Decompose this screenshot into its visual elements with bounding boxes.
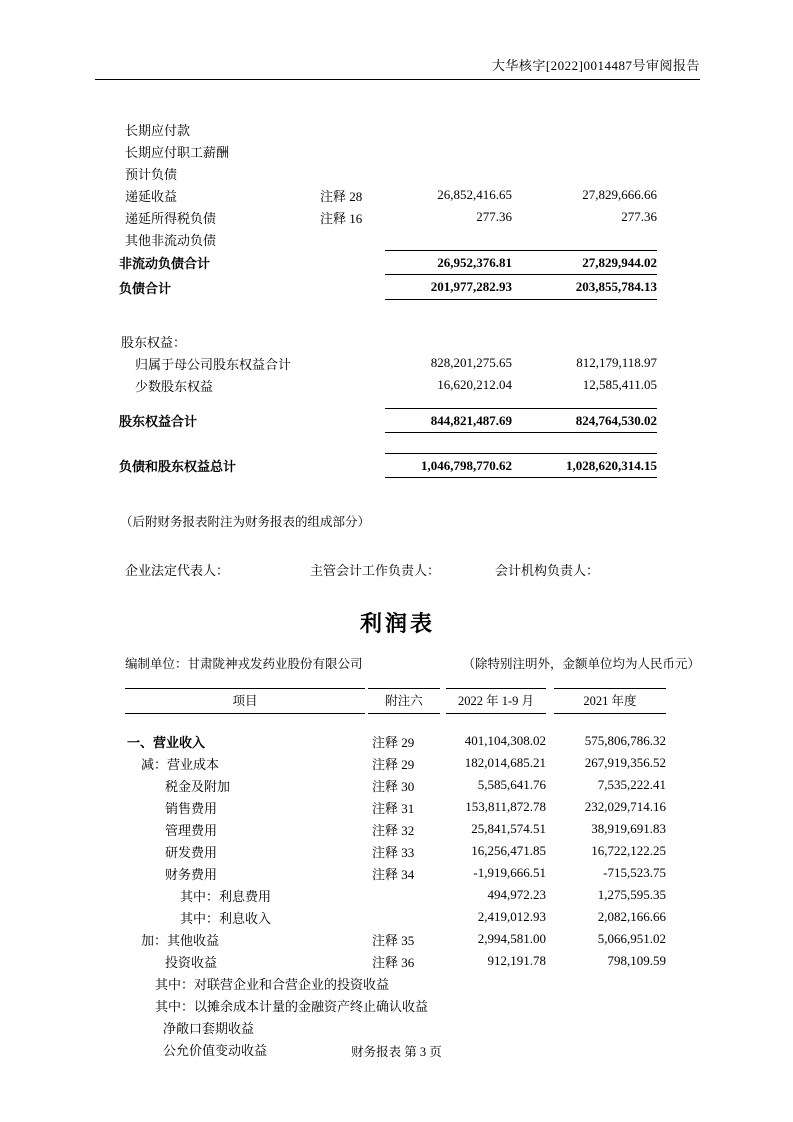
- table-row: [125, 1016, 670, 1038]
- row-label: 税金及附加: [165, 778, 231, 794]
- row-values: [385, 250, 657, 275]
- row-label: 一、营业收入: [127, 734, 206, 750]
- row-values: [385, 408, 657, 433]
- value-period1: 828,201,275.65: [430, 355, 512, 370]
- row-label: 股东权益：: [121, 334, 187, 350]
- row-label: 递延所得税负债: [125, 210, 217, 226]
- value-period2: 1,028,620,314.15: [566, 457, 657, 473]
- table-row: [125, 730, 670, 752]
- row-note: 注释 34: [372, 866, 415, 882]
- table-header-row: [125, 688, 670, 714]
- table-row: [125, 884, 670, 906]
- value-period1: 16,620,212.04: [437, 377, 512, 392]
- value-period2: -715,523.75: [603, 865, 666, 880]
- value-period1: 26,852,416.65: [437, 187, 512, 202]
- row-values: [385, 352, 657, 374]
- row-values: [385, 206, 657, 228]
- report-number: 大华核字[2022]0014487号审阅报告: [491, 58, 700, 73]
- value-period1: 26,952,376.81: [437, 254, 512, 270]
- value-period1: -1,919,666.51: [473, 865, 546, 880]
- table-row: [95, 228, 700, 250]
- value-period1: 912,191.78: [487, 953, 546, 968]
- value-period2: 2,082,166.66: [597, 909, 666, 924]
- row-values: [385, 330, 657, 352]
- table-row: [125, 818, 670, 840]
- column-header-item: 项目: [125, 688, 365, 714]
- row-label: 研发费用: [165, 844, 218, 860]
- row-label: 负债合计: [119, 281, 172, 296]
- table-row: [95, 206, 700, 228]
- row-values: [385, 184, 657, 206]
- income-statement-table: [125, 688, 670, 1060]
- row-values: [385, 374, 657, 396]
- table-row: [95, 162, 700, 184]
- column-header-note: 附注六: [368, 688, 440, 714]
- table-row: [95, 118, 700, 140]
- row-label: 净敞口套期收益: [163, 1020, 255, 1036]
- row-note: 注释 16: [320, 210, 363, 226]
- row-label: 加：其他收益: [141, 932, 220, 948]
- table-row: [95, 374, 700, 396]
- page-footer: 财务报表 第 3 页: [351, 1045, 442, 1059]
- value-period2: 38,919,691.83: [591, 821, 666, 836]
- row-label: 递延收益: [125, 188, 178, 204]
- table-row: [125, 840, 670, 862]
- chief-accountant-label: 主管会计工作负责人：: [310, 563, 441, 578]
- value-period1: 1,046,798,770.62: [421, 457, 512, 473]
- row-label: 少数股东权益: [135, 378, 214, 394]
- row-label: 长期应付职工薪酬: [125, 144, 230, 160]
- income-statement-subtitle: [95, 654, 700, 672]
- table-row: [125, 950, 670, 972]
- row-label: 预计负债: [125, 166, 178, 182]
- row-label: 其中：对联营企业和合营企业的投资收益: [155, 976, 390, 992]
- value-period1: 2,994,581.00: [477, 931, 546, 946]
- row-note: 注释 30: [372, 778, 415, 794]
- column-header-period2: 2021 年度: [554, 688, 666, 714]
- table-row: [125, 862, 670, 884]
- currency-unit-note: （除特别注明外，金额单位均为人民币元）: [462, 657, 700, 671]
- row-note: 注释 29: [372, 756, 415, 772]
- table-row: [125, 774, 670, 796]
- value-period2: 812,179,118.97: [576, 355, 657, 370]
- value-period1: 5,585,641.76: [477, 777, 546, 792]
- legal-representative-label: 企业法定代表人：: [125, 563, 230, 578]
- value-period2: 798,109.59: [607, 953, 666, 968]
- value-period1: 182,014,685.21: [464, 755, 546, 770]
- value-period1: 401,104,308.02: [464, 733, 546, 748]
- table-row: [125, 928, 670, 950]
- row-values: [385, 140, 657, 162]
- accounting-dept-head-label: 会计机构负责人：: [495, 563, 600, 578]
- row-values: [385, 228, 657, 250]
- row-label: 长期应付款: [125, 122, 191, 138]
- table-row-total: [95, 275, 700, 300]
- row-values: [385, 162, 657, 184]
- value-period2: 232,029,714.16: [584, 799, 666, 814]
- value-period2: 203,855,784.13: [575, 279, 657, 294]
- value-period1: 277.36: [476, 209, 512, 224]
- row-label: 公允价值变动收益: [163, 1042, 268, 1058]
- table-row: [95, 140, 700, 162]
- value-period1: 201,977,282.93: [430, 279, 512, 294]
- row-label: 投资收益: [165, 954, 218, 970]
- balance-sheet-section: [95, 118, 700, 478]
- section-label-row: [95, 330, 700, 352]
- row-values: [385, 275, 657, 300]
- row-label: 财务费用: [165, 866, 218, 882]
- prepared-by: 编制单位：甘肃陇神戎发药业股份有限公司: [125, 657, 363, 671]
- row-note: 注释 33: [372, 844, 415, 860]
- value-period1: 844,821,487.69: [430, 412, 512, 428]
- row-note: 注释 29: [372, 734, 415, 750]
- value-period1: 494,972.23: [487, 887, 546, 902]
- table-row-total: [95, 408, 700, 433]
- table-row: [125, 752, 670, 774]
- report-header: [95, 55, 700, 80]
- row-label: 其中：以摊余成本计量的金融资产终止确认收益: [155, 998, 429, 1014]
- attachment-note: （后附财务报表附注为财务报表的组成部分）: [120, 515, 371, 529]
- table-row: [95, 184, 700, 206]
- signature-row: [95, 560, 700, 579]
- row-note: 注释 36: [372, 954, 415, 970]
- table-row: [125, 994, 670, 1016]
- row-values: [385, 118, 657, 140]
- row-note: 注释 32: [372, 822, 415, 838]
- row-label: 销售费用: [165, 800, 218, 816]
- value-period2: 575,806,786.32: [584, 733, 666, 748]
- value-period2: 27,829,666.66: [582, 187, 657, 202]
- row-note: 注释 31: [372, 800, 415, 816]
- value-period1: 25,841,574.51: [471, 821, 546, 836]
- row-label: 管理费用: [165, 822, 218, 838]
- table-row-total: [95, 250, 700, 275]
- value-period2: 16,722,122.25: [591, 843, 666, 858]
- value-period2: 267,919,356.52: [584, 755, 666, 770]
- table-row: [125, 972, 670, 994]
- value-period1: 2,419,012.93: [477, 909, 546, 924]
- row-note: 注释 28: [320, 188, 363, 204]
- value-period2: 12,585,411.05: [582, 377, 657, 392]
- column-header-period1: 2022 年 1-9 月: [446, 688, 546, 714]
- row-label: 减：营业成本: [141, 756, 220, 772]
- row-label: 股东权益合计: [119, 414, 198, 429]
- value-period2: 7,535,222.41: [597, 777, 666, 792]
- income-statement-title: 利润表: [359, 611, 435, 636]
- table-body: [125, 730, 670, 1060]
- value-period2: 277.36: [621, 209, 657, 224]
- value-period2: 1,275,595.35: [597, 887, 666, 902]
- value-period1: 16,256,471.85: [471, 843, 546, 858]
- row-label: 归属于母公司股东权益合计: [135, 356, 292, 372]
- row-label: 非流动负债合计: [119, 256, 211, 271]
- row-label: 其中：利息收入: [180, 910, 272, 926]
- row-values: [385, 453, 657, 478]
- table-row: [95, 352, 700, 374]
- row-label: 其他非流动负债: [125, 232, 217, 248]
- row-label: 其中：利息费用: [180, 888, 272, 904]
- row-note: 注释 35: [372, 932, 415, 948]
- table-row: [125, 906, 670, 928]
- table-row-total: [95, 453, 700, 478]
- table-row: [125, 796, 670, 818]
- row-label: 负债和股东权益总计: [119, 459, 237, 474]
- value-period1: 153,811,872.78: [465, 799, 546, 814]
- value-period2: 27,829,944.02: [582, 254, 657, 270]
- value-period2: 5,066,951.02: [597, 931, 666, 946]
- value-period2: 824,764,530.02: [575, 412, 657, 428]
